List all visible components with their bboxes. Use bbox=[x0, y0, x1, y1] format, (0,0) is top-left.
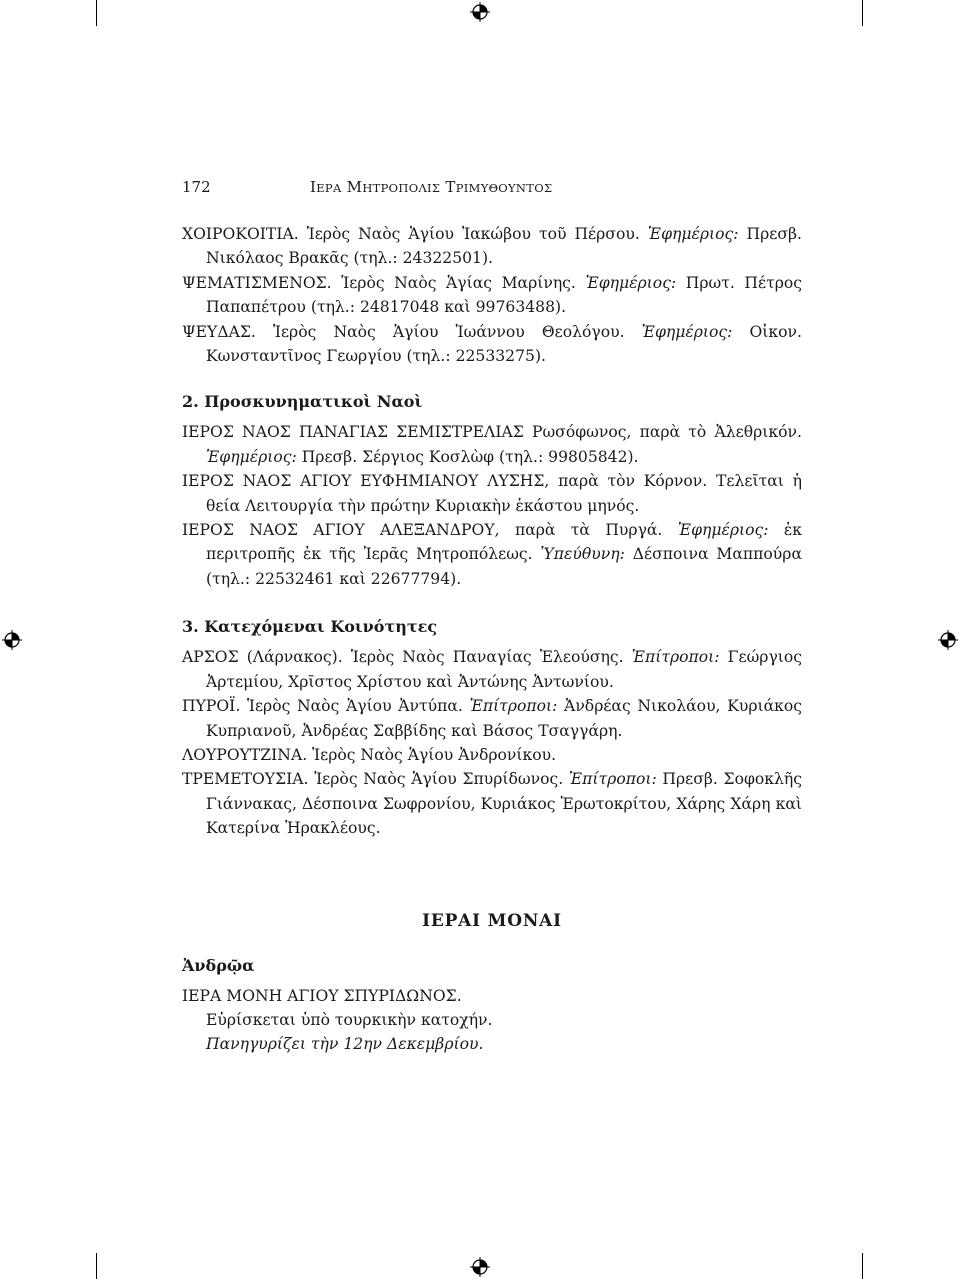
church-entry-agios-alexandros: ΙΕΡΟΣ ΝΑΟΣ ΑΓΙΟΥ ΑΛΕΞΑΝΔΡΟΥ, παρὰ τὰ Πυργά. Ἐφημέριος: ἐκ περιτροπῆς ἐκ τῆς Ἱερᾶς Μητροπόλεως. Ὑπεύθυνη: Δέσποινα Μαππούρα (τηλ.: 22532461 καὶ 22677794). bbox=[182, 521, 802, 588]
community-entry-arsos: ΑΡΣΟΣ (Λάρνακος). Ἱερὸς Ναὸς Παναγίας Ἐλεούσης. Ἐπίτροποι: Γεώργιος Ἀρτεμίου, Χρῖστος Χρίστου καὶ Ἀντώνης Ἀντωνίου. bbox=[182, 648, 803, 691]
registration-mark-right bbox=[938, 630, 958, 650]
registration-mark-left bbox=[2, 630, 22, 650]
crop-mark-top-left bbox=[96, 0, 97, 26]
crop-mark-top-right bbox=[862, 0, 863, 26]
church-entry-panagia-semistrelia: ΙΕΡΟΣ ΝΑΟΣ ΠΑΝΑΓΙΑΣ ΣΕΜΙΣΤΡΕΛΙΑΣ Ρωσόφωνος, παρὰ τὸ Ἀλεθρικόν. Ἐφημέριος: Πρεσβ. Σέργιος Κοσλὼφ (τηλ.: 99805842). bbox=[182, 423, 802, 466]
registration-mark-top bbox=[470, 2, 490, 22]
church-entry-agios-eufimianos: ΙΕΡΟΣ ΝΑΟΣ ΑΓΙΟΥ ΕΥΦΗΜΙΑΝΟΥ ΛΥΣΗΣ, παρὰ τὸν Κόρνον. Τελεῖται ἡ θεία Λειτουργία τὴν πρώτην Κυριακὴν ἑκάστου μηνός. bbox=[182, 472, 802, 515]
crop-mark-bottom-right bbox=[862, 1253, 863, 1279]
page-number: 172 bbox=[182, 178, 211, 196]
community-entry-tremetousia: ΤΡΕΜΕΤΟΥΣΙΑ. Ἱερὸς Ναὸς Ἁγίου Σπυρίδωνος. Ἐπίτροποι: Πρεσβ. Σοφοκλῆς Γιάννακας, Δέσποινα Σωφρονίου, Κυριάκος Ἐρωτοκρίτου, Χάρης Χάρη καὶ Κατερίνα Ἡρακλέους. bbox=[182, 770, 802, 838]
running-head-title: ΙΕΡΑ ΜΗΤΡΟΠΟΛΙΣ ΤΡΙΜΥΘΟΥΝΤΟΣ bbox=[310, 178, 553, 196]
parish-entry-choirokoitia: ΧΟΙΡΟΚΟΙΤΙΑ. Ἱερὸς Ναὸς Ἁγίου Ἰακώβου τοῦ Πέρσου. Ἐφημέριος: Πρεσβ. Νικόλαος Βρακᾶς (τηλ.: 24322501). bbox=[182, 225, 802, 268]
community-entry-louroutzina: ΛΟΥΡΟΥΤΖΙΝΑ. Ἱερὸς Ναὸς Ἁγίου Ἀνδρονίκου. bbox=[182, 745, 557, 764]
page-content bbox=[182, 178, 802, 1057]
parish-entry-psematismenos: ΨΕΜΑΤΙΣΜΕΝΟΣ. Ἱερὸς Ναὸς Ἁγίας Μαρίνης. Ἐφημέριος: Πρωτ. Πέτρος Παπαπέτρου (τηλ.: 24817048 καὶ 99763488). bbox=[182, 273, 803, 317]
community-entry-pyroi: ΠΥΡΟΪ. Ἱερὸς Ναὸς Ἁγίου Ἀντύπα. Ἐπίτροποι: Ἀνδρέας Νικολάου, Κυριάκος Κυπριανοῦ, Ἀνδρέας Σαββίδης καὶ Βάσος Τσαγγάρη. bbox=[182, 697, 803, 740]
registration-mark-bottom bbox=[470, 1257, 490, 1277]
monasteries-title: ΙΕΡΑΙ ΜΟΝΑΙ bbox=[422, 910, 562, 931]
section-heading-occupied-communities: 3. Κατεχόμεναι Κοινότητες bbox=[182, 617, 438, 637]
monastery-status: Εὑρίσκεται ὑπὸ τουρκικὴν κατοχήν. bbox=[206, 1010, 493, 1029]
crop-mark-bottom-left bbox=[96, 1253, 97, 1279]
section-heading-pilgrimage-churches: 2. Προσκυνηματικοὶ Ναοὶ bbox=[182, 392, 423, 412]
monastery-name: ΙΕΡΑ ΜΟΝΗ ΑΓΙΟΥ ΣΠΥΡΙΔΩΝΟΣ. bbox=[182, 986, 462, 1005]
monasteries-subheading-male: Ἀνδρῷα bbox=[182, 955, 255, 975]
running-head bbox=[182, 178, 802, 200]
monastery-feast-day: Πανηγυρίζει τὴν 12ην Δεκεμβρίου. bbox=[206, 1035, 484, 1054]
parish-entry-psevdas: ΨΕΥΔΑΣ. Ἱερὸς Ναὸς Ἁγίου Ἰωάννου Θεολόγου. Ἐφημέριος: Οἰκον. Κωνσταντῖνος Γεωργίου (τηλ.: 22533275). bbox=[182, 322, 802, 366]
